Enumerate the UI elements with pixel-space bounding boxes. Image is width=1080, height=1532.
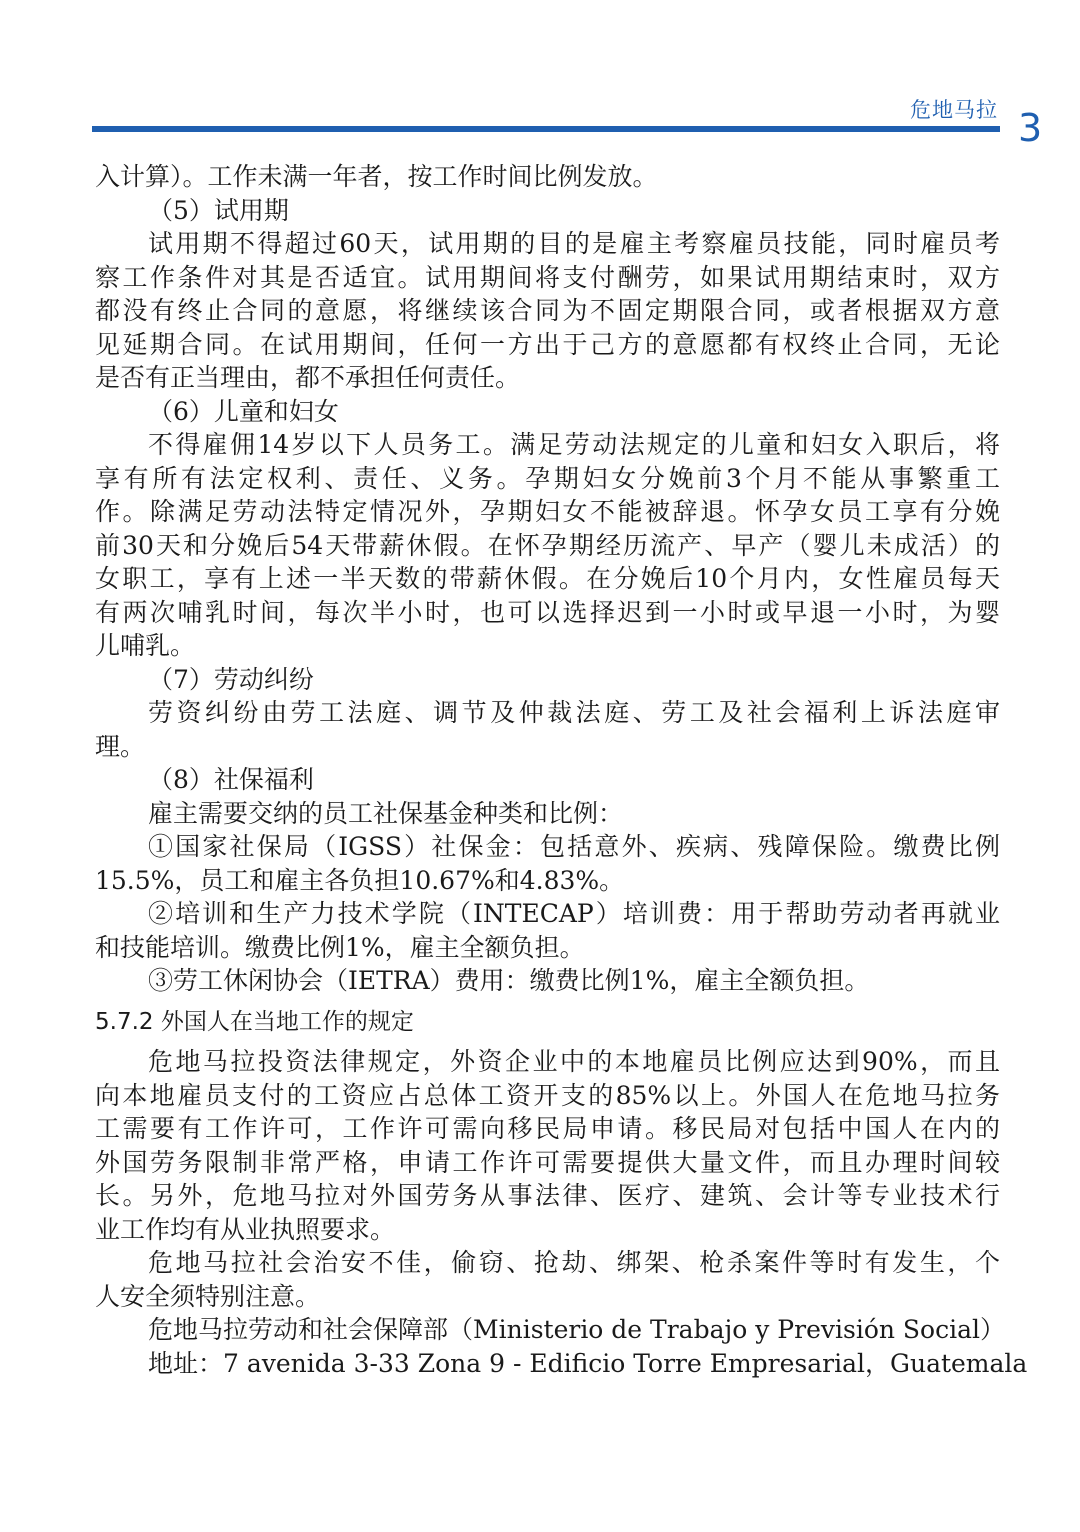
text-line: 有两次哺乳时间，每次半小时，也可以选择迟到一小时或早退一小时，为婴 xyxy=(95,597,1000,627)
subheading-probation: （5）试用期 xyxy=(148,195,289,225)
page-body xyxy=(95,160,1028,1380)
text-line: 雇主需要交纳的员工社保基金种类和比例： xyxy=(148,798,624,828)
text-line: 儿哺乳。 xyxy=(95,631,196,660)
text-line: 见延期合同。在试用期间，任何一方出于己方的意愿都有权终止合同，无论 xyxy=(95,329,1000,359)
text-line: 人安全须特别注意。 xyxy=(95,1281,321,1311)
text-line: 劳资纠纷由劳工法庭、调节及仲裁法庭、劳工及社会福利上诉法庭审 xyxy=(148,698,1000,727)
header-rule xyxy=(92,126,1000,132)
text-line: 女职工，享有上述一半天数的带薪休假。在分娩后10个月内，女性雇员每天 xyxy=(95,564,1000,593)
text-line: ③劳工休闲协会（IETRA）费用：缴费比例1%，雇主全额负担。 xyxy=(148,966,870,995)
text-line: 入计算）。工作未满一年者，按工作时间比例发放。 xyxy=(95,162,658,191)
ministry-name: 危地马拉劳动和社会保障部（Ministerio de Trabajo y Previsión Social） xyxy=(148,1315,1005,1344)
text-line: 察工作条件对其是否适宜。试用期间将支付酬劳，如果试用期结束时，双方 xyxy=(95,262,1000,292)
text-line: 危地马拉社会治安不佳，偷窃、抢劫、绑架、枪杀案件等时有发生，个 xyxy=(148,1248,1000,1277)
text-line: ①国家社保局（IGSS）社保金：包括意外、疾病、残障保险。缴费比例 xyxy=(148,832,1000,861)
text-line: 危地马拉投资法律规定，外资企业中的本地雇员比例应达到90%，而且 xyxy=(148,1047,1000,1076)
text-line: 理。 xyxy=(95,731,146,761)
subheading-social-security: （8）社保福利 xyxy=(148,765,314,794)
text-line: 15.5%，员工和雇主各负担10.67%和4.83%。 xyxy=(95,865,625,895)
text-line: 和技能培训。缴费比例1%，雇主全额负担。 xyxy=(95,932,585,962)
text-line: 外国劳务限制非常严格，申请工作许可需要提供大量文件，而且办理时间较 xyxy=(95,1147,1000,1177)
text-line: 作。除满足劳动法特定情况外，孕期妇女不能被辞退。怀孕女员工享有分娩 xyxy=(95,497,1000,526)
text-line: 长。另外，危地马拉对外国劳务从事法律、医疗、建筑、会计等专业技术行 xyxy=(95,1181,1000,1210)
text-line: 试用期不得超过60天，试用期的目的是雇主考察雇员技能，同时雇员考 xyxy=(148,229,1000,258)
text-line: 工需要有工作许可，工作许可需向移民局申请。移民局对包括中国人在内的 xyxy=(95,1114,1000,1143)
subheading-children-women: （6）儿童和妇女 xyxy=(148,396,339,426)
section-heading: 5.7.2 外国人在当地工作的规定 xyxy=(95,1008,414,1035)
text-line: 享有所有法定权利、责任、义务。孕期妇女分娩前3个月不能从事繁重工 xyxy=(95,463,1000,493)
ministry-address: 地址：7 avenida 3-33 Zona 9 - Edificio Torre Empresarial，Guatemala xyxy=(148,1348,1028,1378)
running-header-title: 危地马拉 xyxy=(910,98,998,122)
page-number: 3 xyxy=(1018,106,1043,150)
text-line: 都没有终止合同的意愿，将继续该合同为不固定期限合同，或者根据双方意 xyxy=(95,296,1000,325)
subheading-labor-disputes: （7）劳动纠纷 xyxy=(148,664,314,694)
text-line: 向本地雇员支付的工资应占总体工资开支的85%以上。外国人在危地马拉务 xyxy=(95,1080,1000,1110)
text-line: ②培训和生产力技术学院（INTECAP）培训费：用于帮助劳动者再就业 xyxy=(148,899,1000,928)
text-line: 业工作均有从业执照要求。 xyxy=(95,1214,396,1244)
text-line: 是否有正当理由，都不承担任何责任。 xyxy=(95,363,521,392)
text-line: 不得雇佣14岁以下人员务工。满足劳动法规定的儿童和妇女入职后，将 xyxy=(148,430,1000,459)
text-line: 前30天和分娩后54天带薪休假。在怀孕期经历流产、早产（婴儿未成活）的 xyxy=(95,530,1000,560)
